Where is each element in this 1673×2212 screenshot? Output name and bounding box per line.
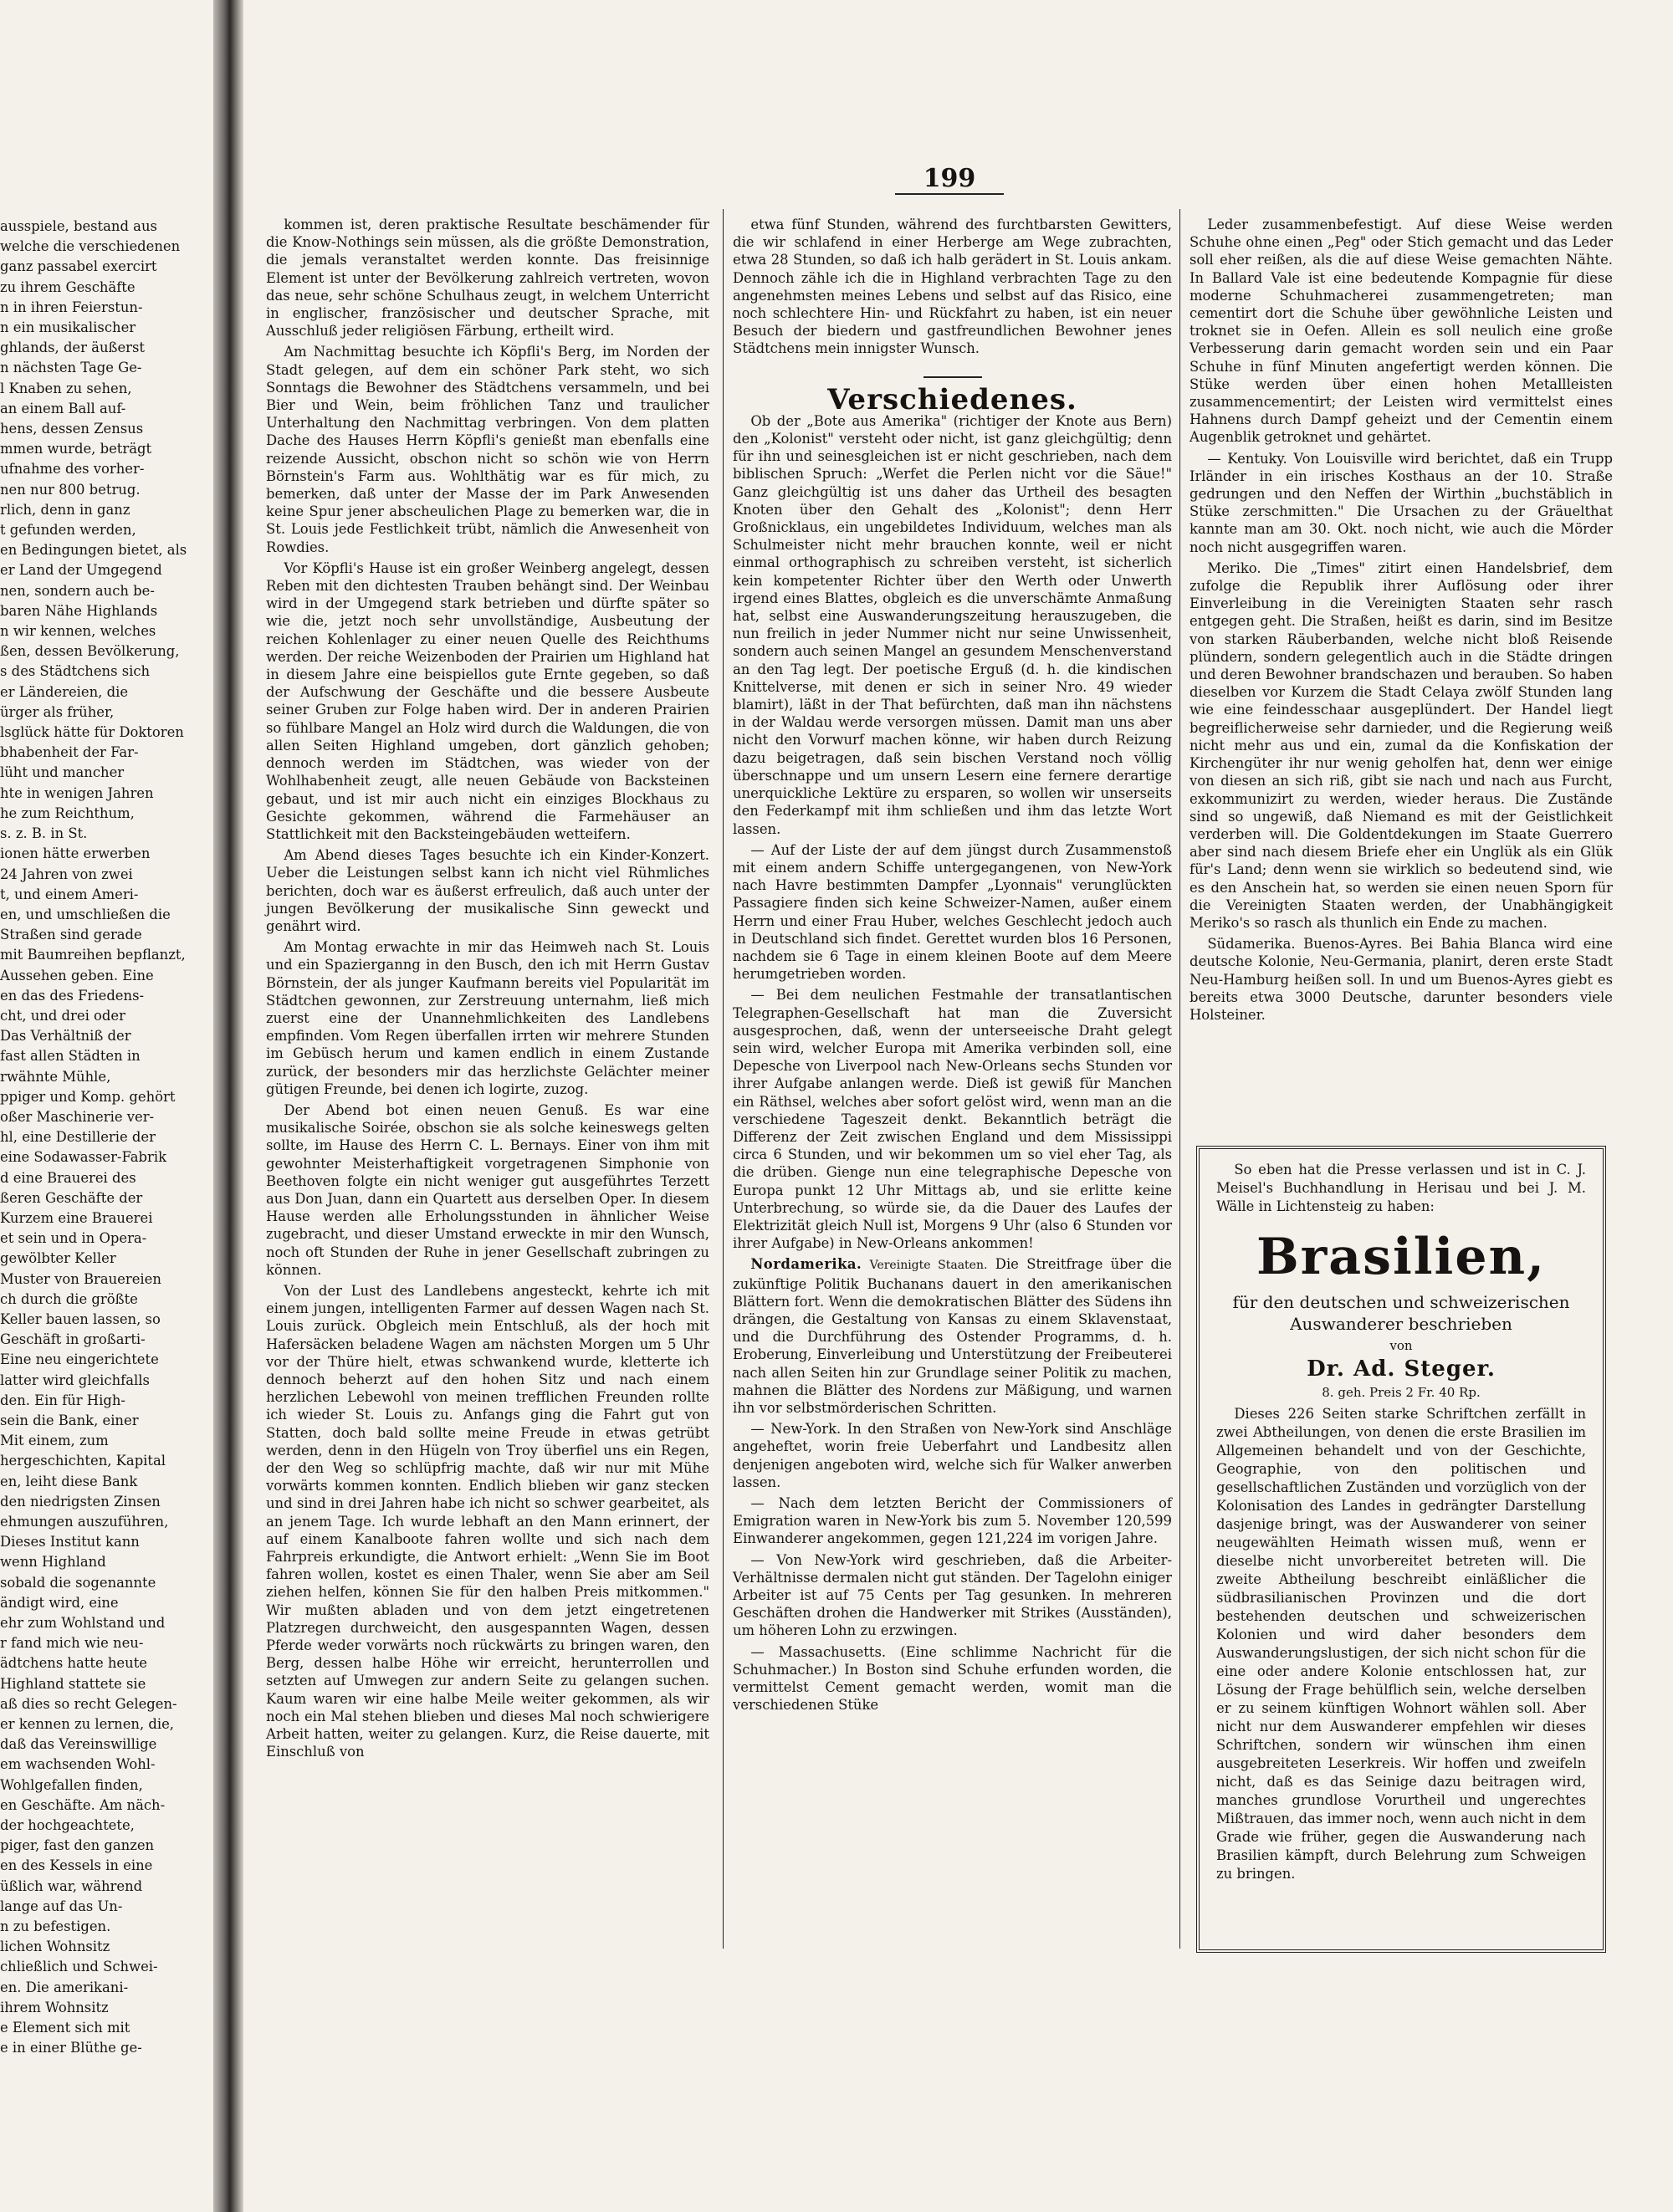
left-page-line: l Knaben zu sehen,: [0, 380, 132, 396]
left-page-line: eine Sodawasser-Fabrik: [0, 1149, 166, 1166]
left-page-line: Kurzem eine Brauerei: [0, 1209, 153, 1226]
left-page-line: baren Nähe Highlands: [0, 602, 158, 619]
ad-description: Dieses 226 Seiten starke Schriftchen zerfällt in zwei Abtheilungen, von denen die erste Brasilien im Allgemeinen behandelt und von der Geschichte, Geographie, von den politischen und gesellschaftlichen Zuständen und vorzüglich von der Kolonisation des Landes in gedrängter Darstellung dasjenige bringt, was der Auswanderer von seiner neugewählten Heimath wissen muß, wenn er dieselbe nicht unvorbereitet betreten will. Die zweite Abtheilung beschreibt einläßlicher die südbrasilianischen Provinzen und die dort bestehenden deutschen und schweizerischen Kolonien und wird daher besonders dem Auswanderungslustigen, der sich nicht schon für die eine oder andere Kolonie entschlossen hat, zur Lösung der Frage behülflich sein, welche derselben er zu seinem künftigen Wohnort wählen soll. Aber nicht nur dem Auswanderer empfehlen wir dieses Schriftchen, sondern wir wünschen ihm einen ausgebreiteten Leserkreis. Wir hoffen und zweifeln nicht, daß es das Seinige dazu beitragen wird, manches grundlose Vorurtheil und ungerechtes Mißtrauen, das immer noch, wenn auch nicht in dem Grade wie früher, gegen die Auswanderung nach Brasilien kämpft, durch Belehrung zum Schweigen zu bringen.: [1216, 1406, 1586, 1882]
left-page-line: ionen hätte erwerben: [0, 845, 151, 862]
left-page-line: mit Baumreihen bepflanzt,: [0, 947, 186, 963]
left-page-line: en, und umschließen die: [0, 906, 171, 922]
left-page-line: piger, fast den ganzen: [0, 1837, 155, 1854]
left-page-line: lange auf das Un-: [0, 1898, 123, 1914]
left-page-line: hl, eine Destillerie der: [0, 1129, 156, 1146]
left-page-line: e in einer Blüthe ge-: [0, 2040, 142, 2056]
column-2-notice: Ob der „Bote aus Amerika" (richtiger der Knote aus Bern) den „Kolonist" versteht oder nicht, ist ganz gleichgültig; denn für ihn und seinesgleichen ist er nicht geschrieben, nach dem biblischen Spruch: „Werfet die Perlen nicht vor die Säue!" Ganz gleichgültig ist uns daher das Urtheil des besagten Knoten über den Gehalt des „Kolonist"; denn Herr Großnicklaus, ein ungebildetes Individuum, welches man als Schulmeister nicht mehr brauchen konnte, weil er nicht einmal orthographisch zu schreiben versteht, ist sicherlich kein kompetenter Richter über den Werth oder Unwerth irgend eines Blattes, obgleich es die unverschämte Anmaßung hat, selbst eine Auswanderungszeitung herauszugeben, die nun freilich in jeder Nummer nicht nur seine Unwissenheit, sondern auch seinen Mangel an gesundem Menschenverstand an den Tag legt. Der poetische Erguß (d. h. die kindischen Knittelverse, mit denen er sich in seiner Nro. 49 wieder blamirt), läßt in der That befürchten, daß man ihn nächstens in der Waldau werde versorgen müssen. Damit man uns aber nicht den Vorwurf machen könne, wir haben durch Reizung dazu beigetragen, daß sein bischen Verstand noch völlig überschnappe und um unsern Lesern eine fernere derartige unerquickliche Lektüre zu ersparen, so wollen wir unserseits den Federkampf mit ihm schließen und ihm das letzte Wort lassen.: [733, 412, 1172, 837]
ad-by: von: [1389, 1338, 1413, 1353]
column-1-paragraph: Von der Lust des Landlebens angesteckt, kehrte ich mit einem jungen, intelligenten Farmer auf dessen Wagen nach St. Louis zurück. Obgleich mein Entschluß, als der hoch mit Hafersäcken beladene Wagen am nächsten Morgen um 5 Uhr vor der Thüre hielt, etwas schwankend wurde, kletterte ich dennoch beherzt auf den hohen Sitz und nach einem herzlichen Lebewohl von meinen trefflichen Freunden rollte ich wieder St. Louis zu. Anfangs ging die Fahrt gut von Statten, doch bald sollte meine Freude in etwas getrübt werden, denn in den Hügeln von Troy überfiel uns ein Regen, der den Weg so schlüpfrig machte, daß wir nur mit Mühe vorwärts kommen konnten. Endlich blieben wir ganz stecken und sind in drei Jahren habe ich nicht so schwer gearbeitet, als an jenem Tage. Ich wurde lebhaft an den Mann erinnert, der auf einem Kanalboote fahren wollte und sich nach dem Fahrpreis erkundigte, die Antwort erhielt: „Wenn Sie im Boot fahren wollen, kostet es einen Thaler, wenn Sie aber am Seil ziehen helfen, können Sie für den halben Preis mitkommen." Wir mußten abladen und von dem jetzt eingetretenen Platzregen durchweicht, den ausgespannten Wagen, dessen Pferde weder vorwärts noch rückwärts zu bringen waren, den Berg, dessen halbe Höhe wir erreicht, herunterrollen und setzten auf Umwegen zur andern Seite zu gelangen suchen. Kaum waren wir eine halbe Meile weiter gekommen, als wir noch ein Mal stehen blieben und dieses Mal noch schwierigere Arbeit hatten, weiter zu gelangen. Kurz, die Reise dauerte, mit Einschluß von: [266, 1282, 709, 1760]
left-page-line: daß das Vereinswillige: [0, 1736, 157, 1753]
left-page-line: oßer Maschinerie ver-: [0, 1108, 155, 1125]
ad-subtitle: für den deutschen und schweizerischen Auswanderer beschrieben: [1232, 1292, 1570, 1334]
left-page-line: n ein musikalischer: [0, 319, 136, 336]
left-page-line: lüht und mancher: [0, 764, 125, 781]
left-page-line: n wir kennen, welches: [0, 623, 156, 640]
left-page-line: cht, und drei oder: [0, 1007, 125, 1024]
left-page-line: Eine neu eingerichtete: [0, 1351, 159, 1368]
book-advertisement: [1196, 1146, 1606, 1953]
left-page-line: nen nur 800 betrug.: [0, 481, 141, 498]
column-1-paragraph: Am Montag erwachte in mir das Heimweh nach St. Louis und ein Spazierganng in den Busch, den ich mit Herrn Gustav Börnstein, der als junger Kaufmann bereits viel Popularität im Städtchen gewonnen, zur Zerstreuung unternahm, ließ mich zuerst eine der Unannehmlichkeiten des Landlebens empfinden. Vom Regen überfallen irrten wir mehrere Stunden im Gebüsch herum und kamen endlich in einem Zustande zurück, der besonders mir das herzlichste Gelächter meiner gütigen Freunde, bei denen ich logirte, zuzog.: [266, 939, 709, 1097]
left-page-line: zu ihrem Geschäfte: [0, 278, 136, 295]
left-page-line: wenn Highland: [0, 1554, 106, 1571]
column-1: [266, 216, 709, 1955]
left-page-line: ppiger und Komp. gehört: [0, 1088, 176, 1105]
left-page-line: s des Städtchens sich: [0, 663, 151, 680]
left-page-line: ändigt wird, eine: [0, 1594, 119, 1611]
left-page-line: an einem Ball auf-: [0, 400, 126, 416]
left-page-line: s. z. B. in St.: [0, 825, 88, 842]
left-page-line: er Ländereien, die: [0, 683, 129, 700]
column-rule-1: [723, 209, 724, 1949]
left-page-line: ausspiele, bestand aus: [0, 218, 157, 234]
column-2-paragraph: etwa fünf Stunden, während des furchtbarsten Gewitters, die wir schlafend in einer Herberge am Wege zubrachten, etwa 28 Stunden, so daß ich halb gerädert in St. Louis ankam. Dennoch zähle ich die in Highland verbrachten Tage zu den angenehmsten meines Lebens und selbst auf das Risico, eine noch schlechtere Hin- und Rückfahrt zu haben, ist ein neuer Besuch der biedern und gastfreundlichen Bewohner jenes Städtchens mein innigster Wunsch.: [733, 217, 1172, 357]
left-page-fragment: [0, 217, 209, 2056]
left-page-line: en Geschäfte. Am näch-: [0, 1796, 166, 1813]
left-page-line: n nächsten Tage Ge-: [0, 360, 142, 376]
section-divider: [923, 376, 982, 378]
left-page-line: ürger als früher,: [0, 703, 115, 720]
nordamerika-notice: — Von New-York wird geschrieben, daß die Arbeiter-Verhältnisse dermalen nicht gut ständen. Der Tagelohn einiger Arbeiter ist auf 75 Cents per Tag gesunken. In mehreren Geschäften drohen die Handwerker mit Strikes (Ausständen), um höheren Lohn zu erzwingen.: [733, 1551, 1172, 1639]
left-page-line: rwähnte Mühle,: [0, 1068, 111, 1085]
left-page-line: aß dies so recht Gelegen-: [0, 1695, 177, 1712]
nordamerika-first-text: Die Streitfrage über die zukünftige Politik Buchanans dauert in den amerikanischen Blättern fort. Wenn die demokratischen Blätter des Südens ihn drängen, die Gestaltung von Kansas zu einem Sklavenstaat, und die Durchführung des Ostender Programms, d. h. Eroberung, Einverleibung und Unterstützung der Freibeuterei nach allen Seiten hin zur Grundlage seiner Politik zu machen, mahnen die Blätter des Nordens zur Mäßigung, und warnen ihn vor selbstmörderischen Schritten.: [733, 1256, 1172, 1416]
column-1-paragraph: Am Abend dieses Tages besuchte ich ein Kinder-Konzert. Ueber die Leistungen selbst kann ich nicht viel Rühmliches berichten, doch war es äußerst erfreulich, daß auch unter der jungen Bevölkerung der musikalische Sinn geweckt und genährt wird.: [266, 847, 709, 934]
nordamerika-heading: Nordamerika.: [750, 1256, 862, 1273]
left-page-line: en, leiht diese Bank: [0, 1473, 138, 1489]
left-page-line: et sein und in Opera-: [0, 1230, 147, 1247]
left-page-line: lichen Wohnsitz: [0, 1939, 110, 1955]
left-page-line: ganz passabel exercirt: [0, 258, 157, 275]
ad-title: Brasilien,: [1256, 1228, 1547, 1286]
left-page-line: sobald die sogenannte: [0, 1574, 156, 1591]
left-page-line: en Bedingungen bietet, als: [0, 542, 187, 559]
left-page-line: lsglück hätte für Doktoren: [0, 724, 184, 741]
left-page-line: d eine Brauerei des: [0, 1169, 136, 1186]
column-2-notice: — Bei dem neulichen Festmahle der transatlantischen Telegraphen-Gesellschaft hat man die Zuversicht ausgesprochen, daß, wenn der unterseeische Draht gelegt sein wird, welcher Europa mit Amerika verbinden soll, eine Depesche von Liverpool nach New-Orleans sechs Stunden vor ihrer Aufgabe anlangen werde. Dieß ist gewiß für Manchen ein Räthsel, welches aber sofort gelöst wird, wenn man an die verschiedene Tageszeit denkt. Bekanntlich beträgt die Differenz der Zeit zwischen England und dem Mississippi circa 6 Stunden, und wir bekommen um so viel eher Tag, als die drüben. Gienge nun eine telegraphische Depesche von Europa punkt 12 Uhr Mittags ab, und sie erlitte keine Unterbrechung, so würde sie, da die Dauer des Laufes der Elektrizität gleich Null ist, Morgens 9 Uhr (also 6 Stunden vor ihrer Aufgabe) in New-Orleans ankommen!: [733, 987, 1172, 1252]
left-page-line: Das Verhältniß der: [0, 1028, 131, 1045]
left-page-line: Dieses Institut kann: [0, 1534, 140, 1550]
column-2-top-text: [733, 216, 1172, 358]
column-3-paragraph: Leder zusammenbefestigt. Auf diese Weise werden Schuhe ohne einen „Peg" oder Stich gemacht und das Leder soll eher reißen, als die auf diese Weise gemachten Nähte. In Ballard Vale ist eine bedeutende Kompagnie für diese moderne Schuhmacherei zusammengetreten; man cementirt dort die Schuhe über gewöhnliche Leisten und troknet sie in Oefen. Allein es soll neulich eine große Verbesserung darin gemacht worden sein und ein Paar Schuhe in fünf Minuten angefertigt werden können. Die Stüke werden über einen hohen Metallleisten zusammencementirt; der Leisten wird vermittelst eines Hahnens durch Dampf geheizt und der Cementin einem Augenblik getroknet und gehärtet.: [1190, 217, 1613, 446]
section-heading-verschiedenes: Verschiedenes.: [827, 382, 1077, 416]
left-page-line: Muster von Brauereien: [0, 1270, 161, 1287]
left-page-line: gewölbter Keller: [0, 1250, 116, 1267]
left-page-line: n zu befestigen.: [0, 1918, 111, 1935]
left-page-line: den niedrigsten Zinsen: [0, 1493, 161, 1510]
ad-author: Dr. Ad. Steger.: [1307, 1356, 1496, 1382]
left-page-line: ehr zum Wohlstand und: [0, 1615, 166, 1632]
left-page-line: ch durch die größte: [0, 1290, 138, 1307]
left-page-line: ädtchens hatte heute: [0, 1655, 147, 1672]
column-1-paragraph: Der Abend bot einen neuen Genuß. Es war eine musikalische Soirée, obschon sie als solche keineswegs gelten sollte, im Hause des Herrn C. L. Bernays. Einer von ihm mit gewohnter Meisterhaftigkeit vorgetragenen Simphonie von Beethoven folgte ein nicht weniger gut ausgeführtes Terzett aus Don Juan, dann ein Quartett aus derselben Oper. In diesem Hause werden alle Erholungsstunden in ähnlicher Weise zugebracht, und dieser Umstand erweckte in mir den Wunsch, noch oft Stunden der Ruhe in jener Gesellschaft zubringen zu können.: [266, 1101, 709, 1278]
nordamerika-notice: — New-York. In den Straßen von New-York sind Anschläge angeheftet, worin freie Ueberfahrt und Landbesitz allen denjenigen angeboten wird, welche sich für Walker anwerben lassen.: [733, 1421, 1172, 1490]
ad-price: 8. geh. Preis 2 Fr. 40 Rp.: [1322, 1385, 1481, 1400]
left-page-line: en. Die amerikani-: [0, 1979, 129, 1995]
left-page-line: latter wird gleichfalls: [0, 1372, 150, 1388]
column-3-paragraph: — Kentuky. Von Louisville wird berichtet, daß ein Trupp Irländer in ein irisches Kosthaus an der 10. Straße gedrungen und den Neffen der Wirthin „buchstäblich in Stüke zerschmitten." Die Ursachen zu der Gräuelthat kannte man am 30. Okt. noch nicht, wie auch die Mörder noch nicht ausgegriffen waren.: [1190, 450, 1613, 555]
left-page-line: ehmungen auszuführen,: [0, 1514, 169, 1530]
column-2: [733, 216, 1172, 1955]
left-page-line: sein die Bank, einer: [0, 1412, 139, 1428]
left-page-line: mmen wurde, beträgt: [0, 441, 152, 457]
column-3: [1190, 216, 1613, 1119]
left-page-line: Geschäft in großarti-: [0, 1331, 146, 1348]
left-page-line: Mit einem, zum: [0, 1433, 109, 1449]
column-3-paragraph: Meriko. Die „Times" zitirt einen Handelsbrief, dem zufolge die Republik ihrer Auflösung oder ihrer Einverleibung in die Vereinigten Staaten sehr rasch entgegen geht. Die Straßen, heißt es darin, sind im Besitze von starken Räuberbanden, welche nicht bloß Reisende plündern, sondern gelegentlich auch in die Städte dringen und deren Bewohner brandschazen und berauben. So haben dieselben vor Kurzem die Stadt Celaya zwölf Stunden lang wie eine feindesschaar ausgeplündert. Der Handel liegt begreiflicherweise sehr darnieder, und die Regierung weiß nicht mehr aus und ein, zumal da die Konfiskation der Kirchengüter ihr nur wenig geholfen hat, denn wer einige von diesen an sich riß, gibt sie nach und nach aus Furcht, exkommunizirt zu werden, wieder heraus. Die Zustände sind so ungewiß, daß Niemand es mit der Geistlichkeit verderben will. Die Goldentdekungen im Staate Guerrero aber sind nach diesem Briefe eher ein Unglük als ein Glük für's Land; denn wenn sie wirklich so bedeutend sind, wie es den Anschein hat, so werden sie einen neuen Sporn für die Vereinigten Staaten werden, der Unabhängigkeit Meriko's so rasch als thunlich ein Ende zu machen.: [1190, 559, 1613, 931]
left-page-line: Straßen sind gerade: [0, 927, 142, 943]
nordamerika-notice: — Nach dem letzten Bericht der Commissioners of Emigration waren in New-York bis zum 5. November 120,599 Einwanderer angekommen, gegen 121,224 im vorigen Jahre.: [733, 1495, 1172, 1547]
left-page-line: nen, sondern auch be-: [0, 582, 155, 599]
left-page-line: chließlich und Schwei-: [0, 1959, 158, 1975]
left-page-line: Highland stattete sie: [0, 1675, 146, 1692]
ad-intro: So eben hat die Presse verlassen und ist in C. J. Meisel's Buchhandlung in Herisau und bei J. M. Wälle in Lichtensteig zu haben:: [1216, 1162, 1586, 1214]
left-page-line: ßeren Geschäfte der: [0, 1189, 143, 1206]
left-page-line: hens, dessen Zensus: [0, 421, 144, 437]
left-page-line: e Element sich mit: [0, 2020, 130, 2036]
column-2-notices: [733, 412, 1172, 1253]
left-page-line: en das des Friedens-: [0, 987, 145, 1004]
left-page-line: Aussehen geben. Eine: [0, 967, 154, 983]
left-page-line: fast allen Städten in: [0, 1048, 141, 1065]
left-page-line: em wachsenden Wohl-: [0, 1756, 156, 1773]
nordamerika-notice: — Massachusetts. (Eine schlimme Nachricht für die Schuhmacher.) In Boston sind Schuhe erfunden worden, die vermittelst Cement gemacht werden, womit man die verschiedenen Stüke: [733, 1643, 1172, 1714]
left-page-line: t, und einem Ameri-: [0, 886, 139, 902]
left-page-line: bhabenheit der Far-: [0, 744, 139, 761]
column-1-paragraph: Am Nachmittag besuchte ich Köpfli's Berg, im Norden der Stadt gelegen, auf dem ein schöner Park steht, wo sich Sonntags die Bewohner des Städtchens versammeln, und bei Bier und Wein, beim fröhlichen Tanz und traulicher Unterhaltung den Nachmittag verbringen. Von dem platten Dache des Hauses Herrn Köpfli's genießt man ebenfalls eine reizende Aussicht, obschon nicht so schön wie von Herrn Börnstein's Farm aus. Wohlthätig war es für mich, zu bemerken, daß unter der Masse der im Park Anwesenden keine Spur jener abscheulichen Plage zu bemerken war, die in St. Louis jede Festlichkeit trübt, nämlich die Anwesenheit von Rowdies.: [266, 344, 709, 555]
left-page-line: ihrem Wohnsitz: [0, 1999, 109, 2015]
column-3-paragraph: Südamerika. Buenos-Ayres. Bei Bahia Blanca wird eine deutsche Kolonie, Neu-Germania, planirt, deren erste Stadt Neu-Hamburg heißen soll. In und um Buenos-Ayres giebt es bereits etwa 3000 Deutsche, darunter besonders viele Holsteiner.: [1190, 936, 1613, 1023]
left-page-line: welche die verschiedenen: [0, 238, 181, 255]
left-page-line: er kennen zu lernen, die,: [0, 1716, 175, 1733]
left-page-line: hte in wenigen Jahren: [0, 784, 154, 801]
left-page-line: der hochgeachtete,: [0, 1817, 135, 1834]
left-page-line: hergeschichten, Kapital: [0, 1453, 166, 1469]
column-1-paragraph: Vor Köpfli's Hause ist ein großer Weinberg angelegt, dessen Reben mit den dichtesten Trauben behängt sind. Der Weinbau wird in der Umgegend stark betrieben und dürfte später so wie die, jetzt noch sehr unvollständige, Ausbeutung der reichen Kohlenlager zu einer neuen Quelle des Reichthums werden. Der reiche Weizenboden der Prairien um Highland hat in diesem Jahre eine beispiellos gute Ernte gegeben, so daß der Aufschwung der Geschäfte und die bessere Ausbeute seiner Gruben zur Folge haben wird. Der in anderen Prairien so fühlbare Mangel an Holz wird durch die Waldungen, die von allen Seiten Highland umgeben, dort gänzlich gehoben; dennoch werden im Städtchen, was wieder von der Wohlhabenheit zeugt, alle neuen Gebäude von Backsteinen gebaut, und ist mir auch nicht ein einziges Blockhaus zu Gesichte gekommen, während die Farmehäuser an Stattlichkeit mit den Backsteingebäuden wetteifern.: [266, 559, 709, 842]
left-page-line: n in ihren Feierstun-: [0, 299, 143, 315]
left-page-line: ghlands, der äußerst: [0, 340, 145, 356]
left-page-line: r fand mich wie neu-: [0, 1635, 144, 1652]
left-page-line: rlich, denn in ganz: [0, 501, 130, 518]
left-page-line: den. Ein für High-: [0, 1392, 125, 1408]
nordamerika-notices: [733, 1420, 1172, 1714]
left-page-line: en des Kessels in eine: [0, 1857, 153, 1874]
left-page-line: er Land der Umgegend: [0, 562, 162, 579]
left-page-line: 24 Jahren von zwei: [0, 866, 133, 882]
left-page-line: ßen, dessen Bevölkerung,: [0, 643, 180, 660]
left-page-line: ufnahme des vorher-: [0, 461, 145, 478]
column-2-notice: — Auf der Liste der auf dem jüngst durch Zusammenstoß mit einem andern Schiffe untergegangenen, von New-York nach Havre bestimmten Dampfer „Lyonnais" verunglückten Passagiere finden sich keine Schweizer-Namen, außer einem Herrn und einer Frau Huber, welches Geschlecht jedoch auch in Deutschland sich findet. Gerettet wurden blos 16 Personen, nachdem sie 6 Tage in einem kleinen Boote auf dem Meere herumgetrieben worden.: [733, 841, 1172, 983]
page-number: 199: [895, 164, 1004, 195]
nordamerika-subheading: Vereinigte Staaten.: [869, 1259, 988, 1273]
left-page-line: t gefunden werden,: [0, 522, 136, 539]
column-1-paragraph: kommen ist, deren praktische Resultate beschämender für die Know-Nothings sein müssen, als die größte Demonstration, die jemals veranstaltet werden konnte. Das freisinnige Element ist unter der Bevölkerung zahlreich vertreten, wovon das neue, sehr schöne Schulhaus zeugt, in welchem Unterricht in englischer, französischer und deutscher Sprache, mit Ausschluß jeder religiösen Färbung, ertheilt wird.: [266, 217, 709, 340]
left-page-line: üßlich war, während: [0, 1877, 143, 1894]
left-page-line: Keller bauen lassen, so: [0, 1310, 161, 1327]
left-page-line: he zum Reichthum,: [0, 805, 135, 821]
column-rule-2: [1179, 209, 1180, 1949]
nordamerika-paragraph: [733, 1255, 1172, 1417]
binding-gutter: [213, 0, 243, 2212]
left-page-line: Wohlgefallen finden,: [0, 1776, 143, 1793]
